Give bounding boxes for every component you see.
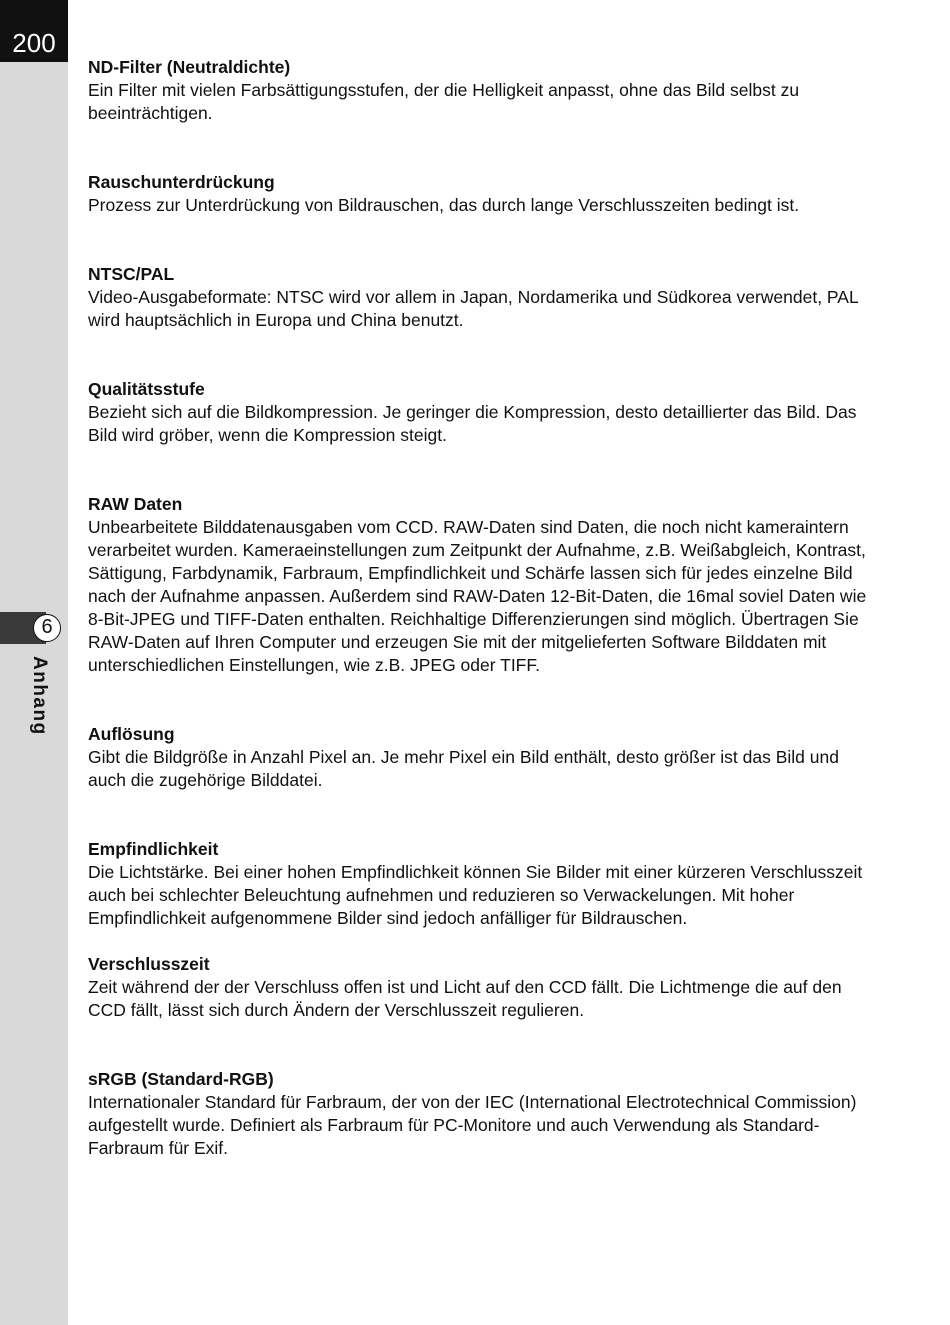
entry-definition: Bezieht sich auf die Bildkompression. Je geringer die Kompression, desto detaillierter das Bild. Das Bild wird gröber, wenn die Kompression steigt.	[88, 402, 857, 445]
entry-definition: Internationaler Standard für Farbraum, der von der IEC (International Electrotechnical Commission) aufgestellt wurde. Definiert als Farbraum für PC-Monitore und auch Verwendung als Standard-Farbraum für Exif.	[88, 1092, 857, 1158]
glossary-entry-empfindlichkeit	[88, 838, 868, 930]
entry-term: sRGB (Standard-RGB)	[88, 1069, 274, 1089]
page-number: 200	[0, 0, 68, 62]
glossary-entry-srgb	[88, 1068, 868, 1160]
entry-definition: Ein Filter mit vielen Farbsättigungsstufen, der die Helligkeit anpasst, ohne das Bild selbst zu beeinträchtigen.	[88, 80, 800, 123]
entry-definition: Prozess zur Unterdrückung von Bildrauschen, das durch lange Verschlusszeiten bedingt ist.	[88, 195, 800, 215]
glossary-entry-ntsc-pal	[88, 263, 868, 332]
entry-term: Empfindlichkeit	[88, 839, 219, 859]
entry-definition: Unbearbeitete Bilddatenausgaben vom CCD. RAW-Daten sind Daten, die noch nicht kameraintern verarbeitet wurden. Kameraeinstellungen zum Zeitpunkt der Aufnahme, z.B. Weißabgleich, Kontrast, Sättigung, Farbdynamik, Farbraum, Empfindlichkeit und Schärfe lassen sich für jedes einzelne Bild nach der Aufnahme anpassen. Außerdem sind RAW-Daten 12-Bit-Daten, die 16mal soviel Daten wie 8-Bit-JPEG und TIFF-Daten enthalten. Reichhaltige Differenzierungen sind möglich. Übertragen Sie RAW-Daten auf Ihren Computer und erzeugen Sie mit der mitgelieferten Software Bilddaten mit unterschiedlichen Einstellungen, wie z.B. JPEG oder TIFF.	[88, 517, 867, 675]
entry-term: RAW Daten	[88, 494, 183, 514]
glossary-entry-qualitaetsstufe	[88, 378, 868, 447]
entry-term: Qualitätsstufe	[88, 379, 205, 399]
glossary-entry-raw-daten	[88, 493, 868, 677]
glossary-content	[88, 56, 868, 1160]
glossary-entry-verschlusszeit	[88, 953, 868, 1022]
glossary-entry-nd-filter	[88, 56, 868, 125]
glossary-entry-aufloesung	[88, 723, 868, 792]
chapter-label: Anhang	[29, 656, 50, 736]
chapter-number: 6	[33, 614, 61, 642]
entry-term: Auflösung	[88, 724, 175, 744]
entry-definition: Video-Ausgabeformate: NTSC wird vor allem in Japan, Nordamerika und Südkorea verwendet, PAL wird hauptsächlich in Europa und China benutzt.	[88, 287, 859, 330]
entry-term: NTSC/PAL	[88, 264, 175, 284]
entry-definition: Gibt die Bildgröße in Anzahl Pixel an. Je mehr Pixel ein Bild enthält, desto größer ist das Bild und auch die zugehörige Bilddatei.	[88, 747, 839, 790]
entry-term: Rauschunterdrückung	[88, 172, 275, 192]
entry-term: ND-Filter (Neutraldichte)	[88, 57, 291, 77]
glossary-entry-rauschunterdrueckung	[88, 171, 868, 217]
entry-term: Verschlusszeit	[88, 954, 210, 974]
entry-definition: Die Lichtstärke. Bei einer hohen Empfindlichkeit können Sie Bilder mit einer kürzeren Verschlusszeit auch bei schlechter Beleuchtung aufnehmen und reduzieren so Verwackelungen. Mit hoher Empfindlichkeit aufgenommene Bilder sind jedoch anfälliger für Bildrauschen.	[88, 862, 863, 928]
entry-definition: Zeit während der der Verschluss offen ist und Licht auf den CCD fällt. Die Lichtmenge die auf den CCD fällt, lässt sich durch Ändern der Verschlusszeit regulieren.	[88, 977, 842, 1020]
